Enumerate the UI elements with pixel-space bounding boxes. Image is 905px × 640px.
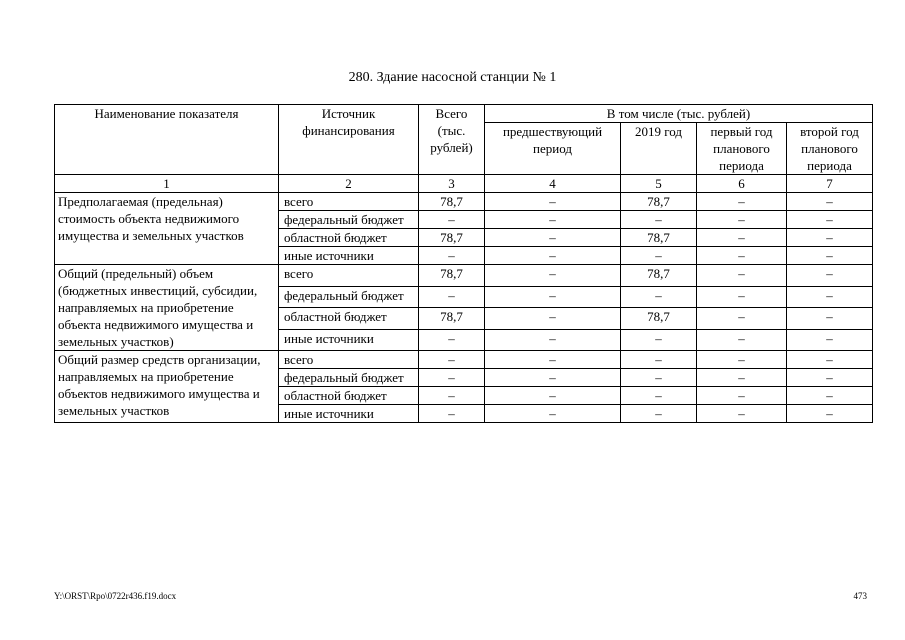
value-cell: – [787, 193, 873, 211]
value-cell: – [697, 229, 787, 247]
indicator-name: Предполагаемая (предельная) стоимость объекта недвижимого имущества и земельных участков [55, 193, 279, 265]
value-cell: – [787, 308, 873, 330]
financing-source: федеральный бюджет [279, 369, 419, 387]
header-first-plan-year: первый год планового периода [697, 123, 787, 175]
value-cell: – [485, 211, 621, 229]
value-cell: – [787, 387, 873, 405]
value-cell: – [485, 229, 621, 247]
value-cell: – [485, 308, 621, 330]
table-title: 280. Здание насосной станции № 1 [348, 70, 557, 85]
value-cell: – [485, 193, 621, 211]
value-cell: – [621, 405, 697, 423]
value-cell: – [485, 329, 621, 351]
header-source: Источник финансирования [279, 105, 419, 175]
value-cell: – [787, 229, 873, 247]
financing-source: всего [279, 265, 419, 287]
value-cell: – [485, 351, 621, 369]
value-cell: – [787, 329, 873, 351]
value-cell: 78,7 [419, 193, 485, 211]
value-cell: 78,7 [419, 308, 485, 330]
value-cell: – [485, 286, 621, 308]
financing-source: федеральный бюджет [279, 286, 419, 308]
header-prev-period: предшествующий период [485, 123, 621, 175]
header-including: В том числе (тыс. рублей) [485, 105, 873, 123]
value-cell: – [787, 211, 873, 229]
value-cell: 78,7 [621, 308, 697, 330]
value-cell: – [485, 405, 621, 423]
value-cell: – [621, 247, 697, 265]
value-cell: – [621, 286, 697, 308]
value-cell: – [697, 193, 787, 211]
header-name: Наименование показателя [55, 105, 279, 175]
indicator-name: Общий размер средств организации, направляемых на приобретение объектов недвижимого имущества и земельных участков [55, 351, 279, 423]
value-cell: – [621, 351, 697, 369]
value-cell: – [697, 308, 787, 330]
financing-source: федеральный бюджет [279, 211, 419, 229]
value-cell: – [419, 329, 485, 351]
value-cell: – [419, 247, 485, 265]
financing-source: иные источники [279, 247, 419, 265]
value-cell: – [419, 211, 485, 229]
column-number: 6 [697, 175, 787, 193]
value-cell: – [621, 369, 697, 387]
value-cell: – [697, 329, 787, 351]
value-cell: – [697, 247, 787, 265]
value-cell: – [697, 286, 787, 308]
header-total: Всего (тыс. рублей) [419, 105, 485, 175]
value-cell: – [697, 351, 787, 369]
value-cell: – [419, 369, 485, 387]
value-cell: – [485, 265, 621, 287]
value-cell: – [419, 405, 485, 423]
indicator-name: Общий (предельный) объем (бюджетных инвестиций, субсидии, направляемых на приобретение объекта недвижимого имущества и земельных участков) [55, 265, 279, 351]
footer-file-path: Y:\ORST\Rpo\0722r436.f19.docx [54, 591, 177, 601]
value-cell: 78,7 [419, 265, 485, 287]
financing-source: всего [279, 351, 419, 369]
value-cell: – [697, 265, 787, 287]
table-row [55, 351, 873, 369]
table-row [55, 193, 873, 211]
value-cell: 78,7 [621, 265, 697, 287]
column-number: 2 [279, 175, 419, 193]
value-cell: – [787, 369, 873, 387]
header-2019: 2019 год [621, 123, 697, 175]
value-cell: – [787, 247, 873, 265]
value-cell: – [697, 387, 787, 405]
value-cell: – [621, 211, 697, 229]
financing-source: областной бюджет [279, 308, 419, 330]
value-cell: – [485, 247, 621, 265]
value-cell: 78,7 [621, 193, 697, 211]
value-cell: – [697, 405, 787, 423]
financing-source: областной бюджет [279, 229, 419, 247]
financing-table [54, 104, 873, 423]
value-cell: 78,7 [419, 229, 485, 247]
value-cell: – [621, 329, 697, 351]
value-cell: – [419, 387, 485, 405]
value-cell: – [485, 387, 621, 405]
value-cell: – [485, 369, 621, 387]
value-cell: – [697, 369, 787, 387]
value-cell: – [787, 265, 873, 287]
value-cell: 78,7 [621, 229, 697, 247]
column-number: 5 [621, 175, 697, 193]
column-number: 7 [787, 175, 873, 193]
financing-source: иные источники [279, 329, 419, 351]
column-number: 3 [419, 175, 485, 193]
table-body [55, 193, 873, 423]
table-row [55, 265, 873, 287]
value-cell: – [419, 351, 485, 369]
footer-page-number: 473 [853, 591, 867, 601]
value-cell: – [419, 286, 485, 308]
financing-source: всего [279, 193, 419, 211]
value-cell: – [787, 286, 873, 308]
financing-source: областной бюджет [279, 387, 419, 405]
value-cell: – [787, 405, 873, 423]
financing-source: иные источники [279, 405, 419, 423]
value-cell: – [621, 387, 697, 405]
column-numbers-row [55, 175, 873, 193]
column-number: 4 [485, 175, 621, 193]
value-cell: – [697, 211, 787, 229]
column-number: 1 [55, 175, 279, 193]
value-cell: – [787, 351, 873, 369]
header-second-plan-year: второй год планового периода [787, 123, 873, 175]
